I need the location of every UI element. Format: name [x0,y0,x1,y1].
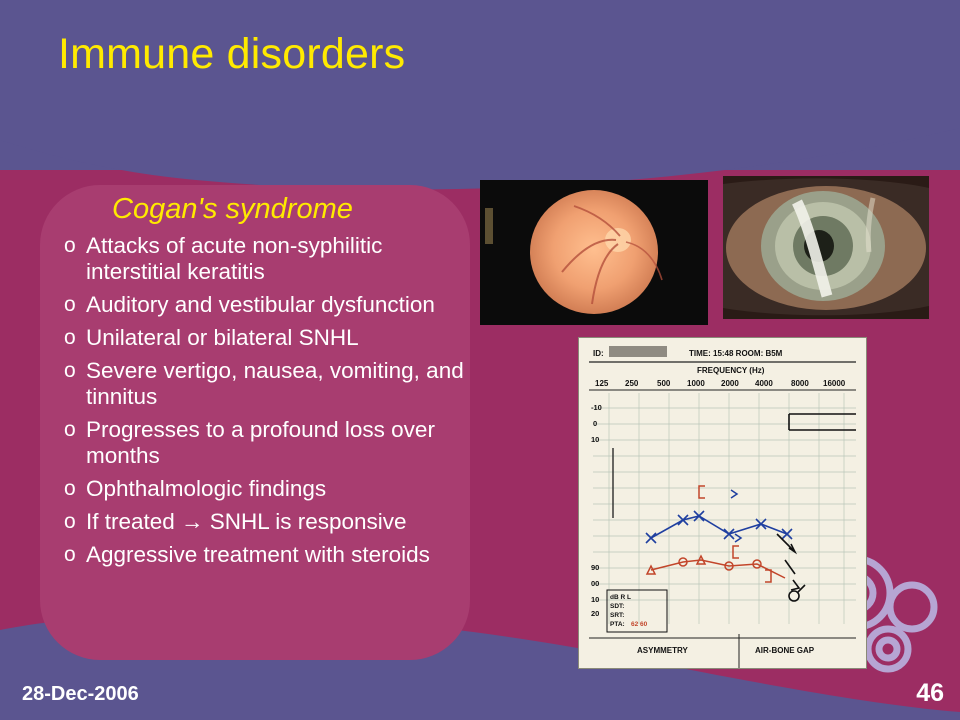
svg-text:00: 00 [591,579,600,588]
bullet-text: Severe vertigo, nausea, vomiting, and tinnitus [86,358,464,409]
list-item [64,292,464,318]
retina-photo [480,180,708,325]
svg-text:dB R L: dB R L [610,594,631,601]
bullet-text: Progresses to a profound loss over months [86,417,435,468]
svg-text:20: 20 [591,609,600,618]
svg-text:10: 10 [591,435,600,444]
bullet-marker: o [64,418,76,441]
page-title: Immune disorders [58,30,406,78]
bullet-list [64,233,464,575]
svg-text:250: 250 [625,379,639,388]
svg-text:125: 125 [595,379,609,388]
list-item [64,325,464,351]
bullet-text: Aggressive treatment with steroids [86,542,430,567]
svg-text:0: 0 [593,419,598,428]
bullet-marker: o [64,326,76,349]
svg-text:AIR-BONE GAP: AIR-BONE GAP [755,646,815,655]
svg-text:ID:: ID: [593,349,604,358]
svg-text:8000: 8000 [791,379,809,388]
svg-text:4000: 4000 [755,379,773,388]
bullet-marker: o [64,510,76,533]
bullet-marker: o [64,234,76,257]
list-item [64,542,464,568]
audiogram-photo [578,337,867,669]
list-item [64,358,464,410]
svg-text:1000: 1000 [687,379,705,388]
svg-text:90: 90 [591,563,600,572]
list-item [64,509,464,535]
svg-text:500: 500 [657,379,671,388]
svg-text:SDT:: SDT: [610,603,625,610]
eye-photo [723,176,929,319]
bullet-marker: o [64,359,76,382]
svg-text:PTA:: PTA: [610,621,625,628]
svg-text:-10: -10 [591,403,602,412]
bullet-text: Ophthalmologic findings [86,476,327,501]
svg-text:FREQUENCY (Hz): FREQUENCY (Hz) [697,366,765,375]
svg-text:ASYMMETRY: ASYMMETRY [637,646,688,655]
svg-text:16000: 16000 [823,379,846,388]
bullet-marker: o [64,477,76,500]
bullet-marker: o [64,293,76,316]
slide-number: 46 [916,679,944,707]
bullet-text: Auditory and vestibular dysfunction [86,292,435,317]
bullet-text: Attacks of acute non-syphilitic interstitial keratitis [86,233,383,284]
bullet-text: If treated → SNHL is responsive [86,509,407,534]
svg-text:2000: 2000 [721,379,739,388]
bullet-marker: o [64,543,76,566]
svg-text:62 60: 62 60 [631,621,648,628]
list-item [64,476,464,502]
bullet-text: Unilateral or bilateral SNHL [86,325,359,350]
svg-text:10: 10 [591,595,600,604]
list-item [64,233,464,285]
svg-text:TIME: 15:48 ROOM: B5M: TIME: 15:48 ROOM: B5M [689,349,783,358]
footer-date: 28-Dec-2006 [22,683,139,705]
svg-text:SRT:: SRT: [610,612,625,619]
subtitle: Cogan's syndrome [112,193,353,225]
list-item [64,417,464,469]
